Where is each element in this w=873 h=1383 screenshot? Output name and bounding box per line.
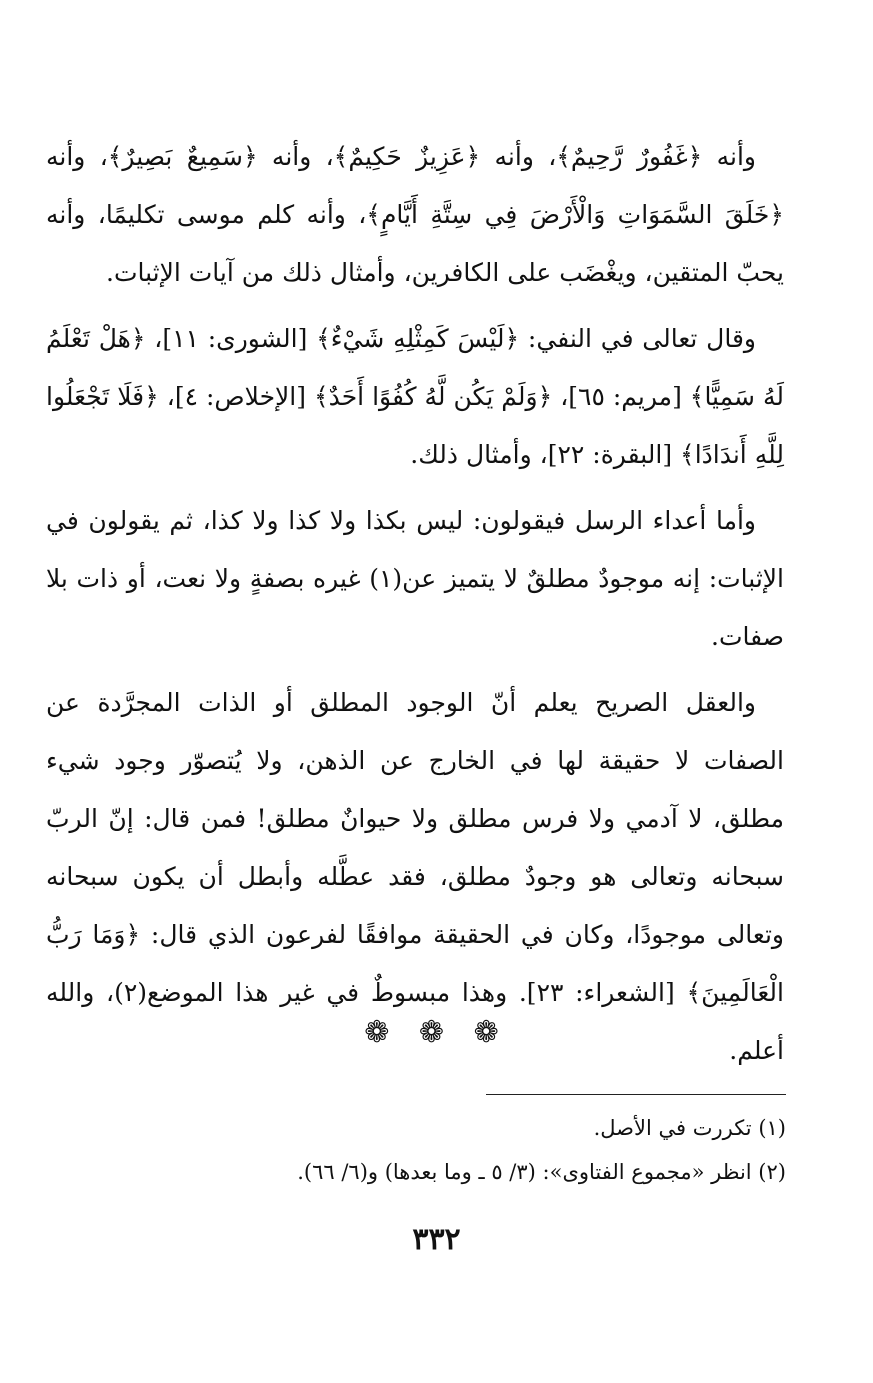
footnote-divider (486, 1094, 786, 1095)
section-ornament: ❁ ❁ ❁ (364, 1015, 509, 1050)
footnote-1: (١) تكررت في الأصل. (593, 1116, 786, 1140)
paragraph-negation: وقال تعالى في النفي: ﴿لَيْسَ كَمِثْلِهِ شَيْءٌ﴾ [الشورى: ١١]، ﴿هَلْ تَعْلَمُ لَهُ سَمِيًّا﴾ [مريم: ٦٥]، ﴿وَلَمْ يَكُن لَّهُ كُفُوًا أَحَدٌ﴾ [الإخلاص: ٤]، ﴿فَلَا تَجْعَلُوا لِلَّهِ أَندَادًا﴾ [البقرة: ٢٢]، وأمثال ذلك. (46, 324, 785, 469)
paragraph-opponents: وأما أعداء الرسل فيقولون: ليس بكذا ولا كذا ولا كذا، ثم يقولون في الإثبات: إنه موجودٌ مطلقٌ لا يتميز عن(١) غيره بصفةٍ ولا نعت، أو ذات بلا صفات. (46, 506, 784, 651)
footnote-2: (٢) انظر «مجموع الفتاوى»: (٣/ ٥ ـ وما بعدها) و(٦/ ٦٦). (297, 1160, 786, 1184)
footnotes (46, 1106, 786, 1194)
main-text (46, 128, 784, 1088)
paragraph-affirmation: وأنه ﴿غَفُورٌ رَّحِيمٌ﴾، وأنه ﴿عَزِيزٌ حَكِيمٌ﴾، وأنه ﴿سَمِيعٌ بَصِيرٌ﴾، وأنه ﴿خَلَقَ السَّمَوَاتِ وَالْأَرْضَ فِي سِتَّةِ أَيَّامٍ﴾، وأنه كلم موسى تكليمًا، وأنه يحبّ المتقين، ويغْضَب على الكافرين، وأمثال ذلك من آيات الإثبات. (46, 142, 784, 287)
paragraph-reason: والعقل الصريح يعلم أنّ الوجود المطلق أو الذات المجرَّدة عن الصفات لا حقيقة لها في الخارج عن الذهن، ولا يُتصوّر وجود شيء مطلق، لا آدمي ولا فرس مطلق ولا حيوانٌ مطلق! فمن قال: إنّ الربّ سبحانه وتعالى هو وجودٌ مطلق، فقد عطَّله وأبطل أن يكون سبحانه وتعالى موجودًا، وكان في الحقيقة موافقًا لفرعون الذي قال: ﴿وَمَا رَبُّ الْعَالَمِينَ﴾ [الشعراء: ٢٣]. وهذا مبسوطٌ في غير هذا الموضع(٢)، والله أعلم. (46, 688, 784, 1065)
page-number: ٣٣٢ (412, 1222, 461, 1257)
